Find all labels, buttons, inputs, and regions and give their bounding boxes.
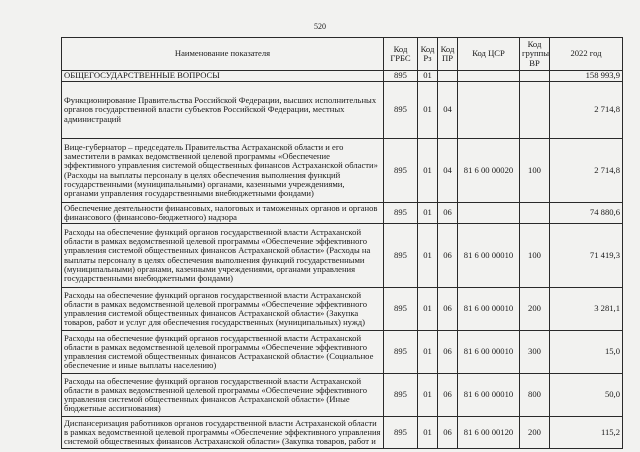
row-csr: 81 6 00 00010 [458,331,520,374]
row-pr: 06 [438,374,458,417]
table-header [62,38,623,71]
table-body [62,71,623,449]
table-row [62,417,623,449]
row-vr: 200 [520,288,550,331]
row-pr: 06 [438,331,458,374]
row-csr: 81 6 00 00010 [458,288,520,331]
row-pr [438,71,458,82]
row-name: ОБЩЕГОСУДАРСТВЕННЫЕ ВОПРОСЫ [62,71,384,82]
row-vr: 100 [520,224,550,288]
row-amount: 74 880,6 [550,203,623,224]
row-rz: 01 [418,417,438,449]
row-pr: 06 [438,288,458,331]
header-vr: Код группы ВР [520,38,550,71]
header-pr: Код ПР [438,38,458,71]
table-row [62,331,623,374]
row-amount: 2 714,8 [550,82,623,139]
row-name: Диспансеризация работников органов государственной власти Астраханской области в рамках ведомственной целевой программы «Обеспечение эффективного управления системой общественных финансов Астраханской области» (Закупка товаров, работ и [62,417,384,449]
table-row [62,82,623,139]
row-amount: 158 993,9 [550,71,623,82]
row-csr: 81 6 00 00010 [458,374,520,417]
budget-table [61,37,623,449]
row-vr: 800 [520,374,550,417]
row-grbs: 895 [384,417,418,449]
header-csr: Код ЦСР [458,38,520,71]
page-number: 520 [314,22,326,31]
table-row [62,139,623,203]
row-rz: 01 [418,203,438,224]
row-csr [458,82,520,139]
row-vr: 100 [520,139,550,203]
row-grbs: 895 [384,224,418,288]
row-pr: 06 [438,224,458,288]
row-pr: 06 [438,417,458,449]
row-vr: 300 [520,331,550,374]
row-vr [520,71,550,82]
table-row [62,224,623,288]
row-vr [520,203,550,224]
row-grbs: 895 [384,71,418,82]
row-pr: 04 [438,139,458,203]
row-csr: 81 6 00 00120 [458,417,520,449]
row-amount: 50,0 [550,374,623,417]
row-rz: 01 [418,139,438,203]
row-vr [520,82,550,139]
row-name: Вице-губернатор – председатель Правительства Астраханской области и его заместители в рамках ведомственной целевой программы «Обеспечение эффективного управления системой общественных финансов Астраханской области» (Расходы на выплаты персоналу в целях обеспечения выполнения функций государственными (муниципальными) органами, казенными учреждениями, органами управления государственными внебюджетными фондами) [62,139,384,203]
table-row [62,203,623,224]
header-name: Наименование показателя [62,38,384,71]
row-pr: 04 [438,82,458,139]
row-amount: 71 419,3 [550,224,623,288]
row-name: Обеспечение деятельности финансовых, налоговых и таможенных органов и органов финансового (финансово-бюджетного) надзора [62,203,384,224]
row-name: Расходы на обеспечение функций органов государственной власти Астраханской области в рамках ведомственной целевой программы «Обеспечение эффективного управления системой общественных финансов Астраханской области» (Иные бюджетные ассигнования) [62,374,384,417]
row-csr [458,71,520,82]
row-name: Функционирование Правительства Российской Федерации, высших исполнительных органов государственной власти субъектов Российской Федерации, местных администраций [62,82,384,139]
header-rz: Код Рз [418,38,438,71]
row-amount: 3 281,1 [550,288,623,331]
row-grbs: 895 [384,374,418,417]
table-row [62,288,623,331]
row-grbs: 895 [384,139,418,203]
row-grbs: 895 [384,331,418,374]
row-rz: 01 [418,82,438,139]
row-csr: 81 6 00 00020 [458,139,520,203]
row-grbs: 895 [384,288,418,331]
row-amount: 15,0 [550,331,623,374]
table-row [62,374,623,417]
row-csr: 81 6 00 00010 [458,224,520,288]
header-grbs: Код ГРБС [384,38,418,71]
row-name: Расходы на обеспечение функций органов государственной власти Астраханской области в рамках ведомственной целевой программы «Обеспечение эффективного управления системой общественных финансов Астраханской области» (Закупка товаров, работ и услуг для обеспечения государственных (муниципальных) нужд) [62,288,384,331]
table-row [62,71,623,82]
row-rz: 01 [418,374,438,417]
row-name: Расходы на обеспечение функций органов государственной власти Астраханской области в рамках ведомственной целевой программы «Обеспечение эффективного управления системой общественных финансов Астраханской области» (Социальное обеспечение и иные выплаты населению) [62,331,384,374]
row-vr: 200 [520,417,550,449]
header-year: 2022 год [550,38,623,71]
row-grbs: 895 [384,203,418,224]
row-grbs: 895 [384,82,418,139]
row-amount: 115,2 [550,417,623,449]
row-rz: 01 [418,224,438,288]
row-rz: 01 [418,331,438,374]
row-rz: 01 [418,288,438,331]
row-csr [458,203,520,224]
row-pr: 06 [438,203,458,224]
row-amount: 2 714,8 [550,139,623,203]
row-name: Расходы на обеспечение функций органов государственной власти Астраханской области в рамках ведомственной целевой программы «Обеспечение эффективного управления системой общественных финансов Астраханской области» (Расходы на выплаты персоналу в целях обеспечения выполнения функций государственными (муниципальными) органами, казенными учреждениями, органами управления государственными внебюджетными фондами) [62,224,384,288]
row-rz: 01 [418,71,438,82]
